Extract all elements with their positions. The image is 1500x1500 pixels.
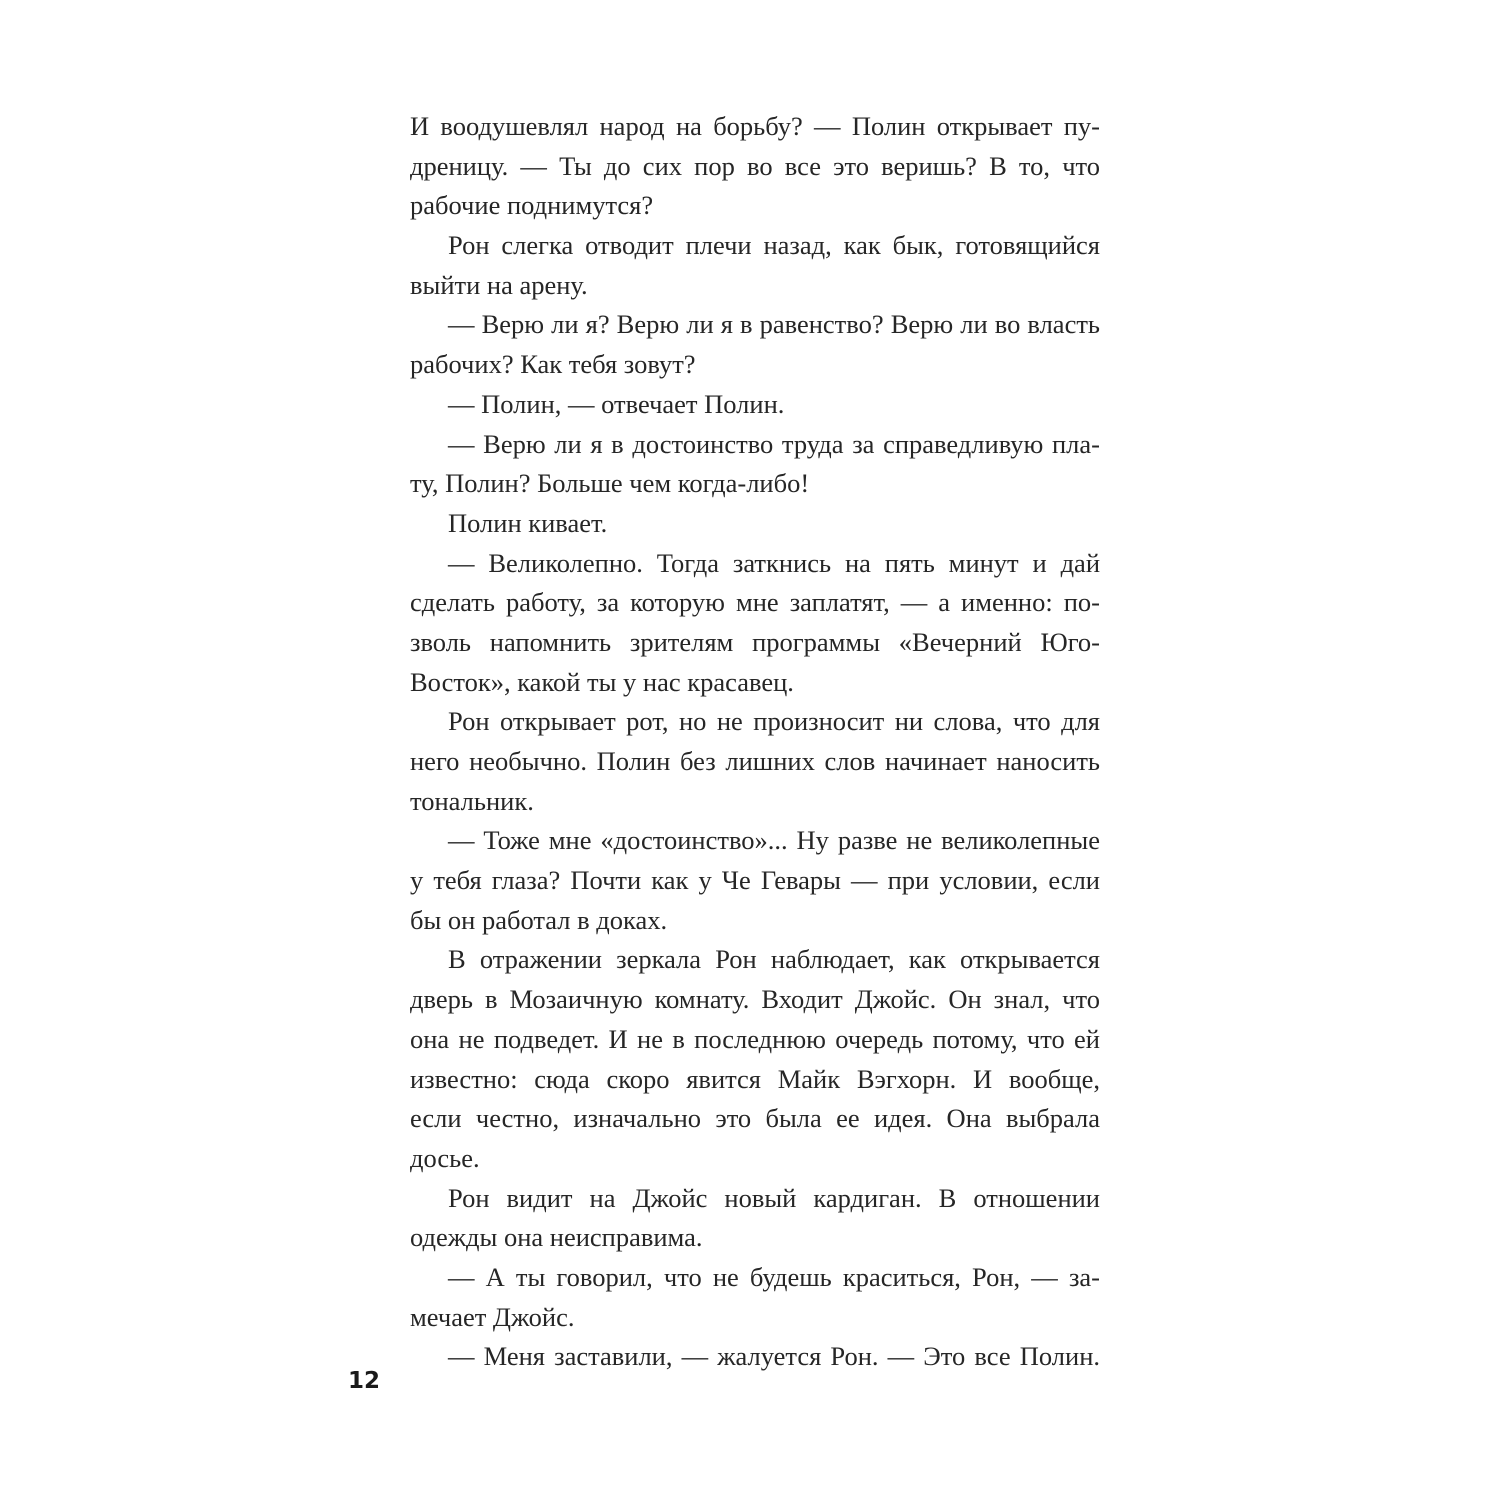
text-line: — Меня заставили, — жалуется Рон. — Это все Полин. [448,1341,1100,1372]
text-line: И воодушевлял народ на борьбу? — Полин открывает пу- [410,111,1100,141]
text-line: известно: сюда скоро явится Майк Вэгхорн. И вообще, [410,1063,1100,1094]
text-line: — Тоже мне «достоинство»... Ну разве не великолепные [448,825,1100,856]
text-line: — Полин, — отвечает Полин. [448,388,785,419]
text-line: бы он работал в доках. [410,904,668,935]
text-line: сделать работу, за которую мне заплатят, — а именно: по- [410,587,1100,618]
text-line: — Верю ли я? Верю ли я в равенство? Верю ли во власть [448,309,1100,340]
text-line: него необычно. Полин без лишних слов начинает наносить [410,746,1100,776]
text-line: если честно, изначально это была ее идея. Она выбрала [410,1103,1100,1134]
body-text [410,107,1100,1377]
text-line: зволь напомнить зрителям программы «Вечерний Юго- [410,626,1100,657]
text-line: Полин кивает. [448,507,608,538]
text-line: она не подведет. И не в последнюю очередь потому, что ей [410,1023,1100,1054]
text-line: у тебя глаза? Почти как у Че Гевары — при условии, если [410,865,1100,896]
text-line: мечает Джойс. [410,1301,575,1332]
text-line: Рон открывает рот, но не произносит ни слова, что для [448,706,1100,737]
page-number: 12 [348,1368,381,1394]
text-line: Рон видит на Джойс новый кардиган. В отношении [448,1182,1100,1213]
text-line: рабочие поднимутся? [410,190,654,221]
text-line: В отражении зеркала Рон наблюдает, как открывается [448,944,1100,975]
text-line: одежды она неисправима. [410,1222,703,1253]
text-line: дреницу. — Ты до сих пор во все это веришь? В то, что [410,150,1100,181]
text-line: Рон слегка отводит плечи назад, как бык, готовящийся [448,230,1100,261]
text-line: дверь в Мозаичную комнату. Входит Джойс. Он знал, что [410,984,1100,1015]
text-line: тональник. [410,785,534,816]
text-line: — Великолепно. Тогда заткнись на пять минут и дай [448,547,1100,578]
text-line: — А ты говорил, что не будешь краситься, Рон, — за- [448,1261,1100,1292]
text-line: ту, Полин? Больше чем когда-либо! [410,468,810,499]
text-line: рабочих? Как тебя зовут? [410,349,696,380]
text-line: выйти на арену. [410,269,588,300]
text-line: — Верю ли я в достоинство труда за справедливую пла- [448,428,1100,459]
text-line: Восток», какой ты у нас красавец. [410,666,794,697]
text-line: досье. [410,1142,480,1173]
